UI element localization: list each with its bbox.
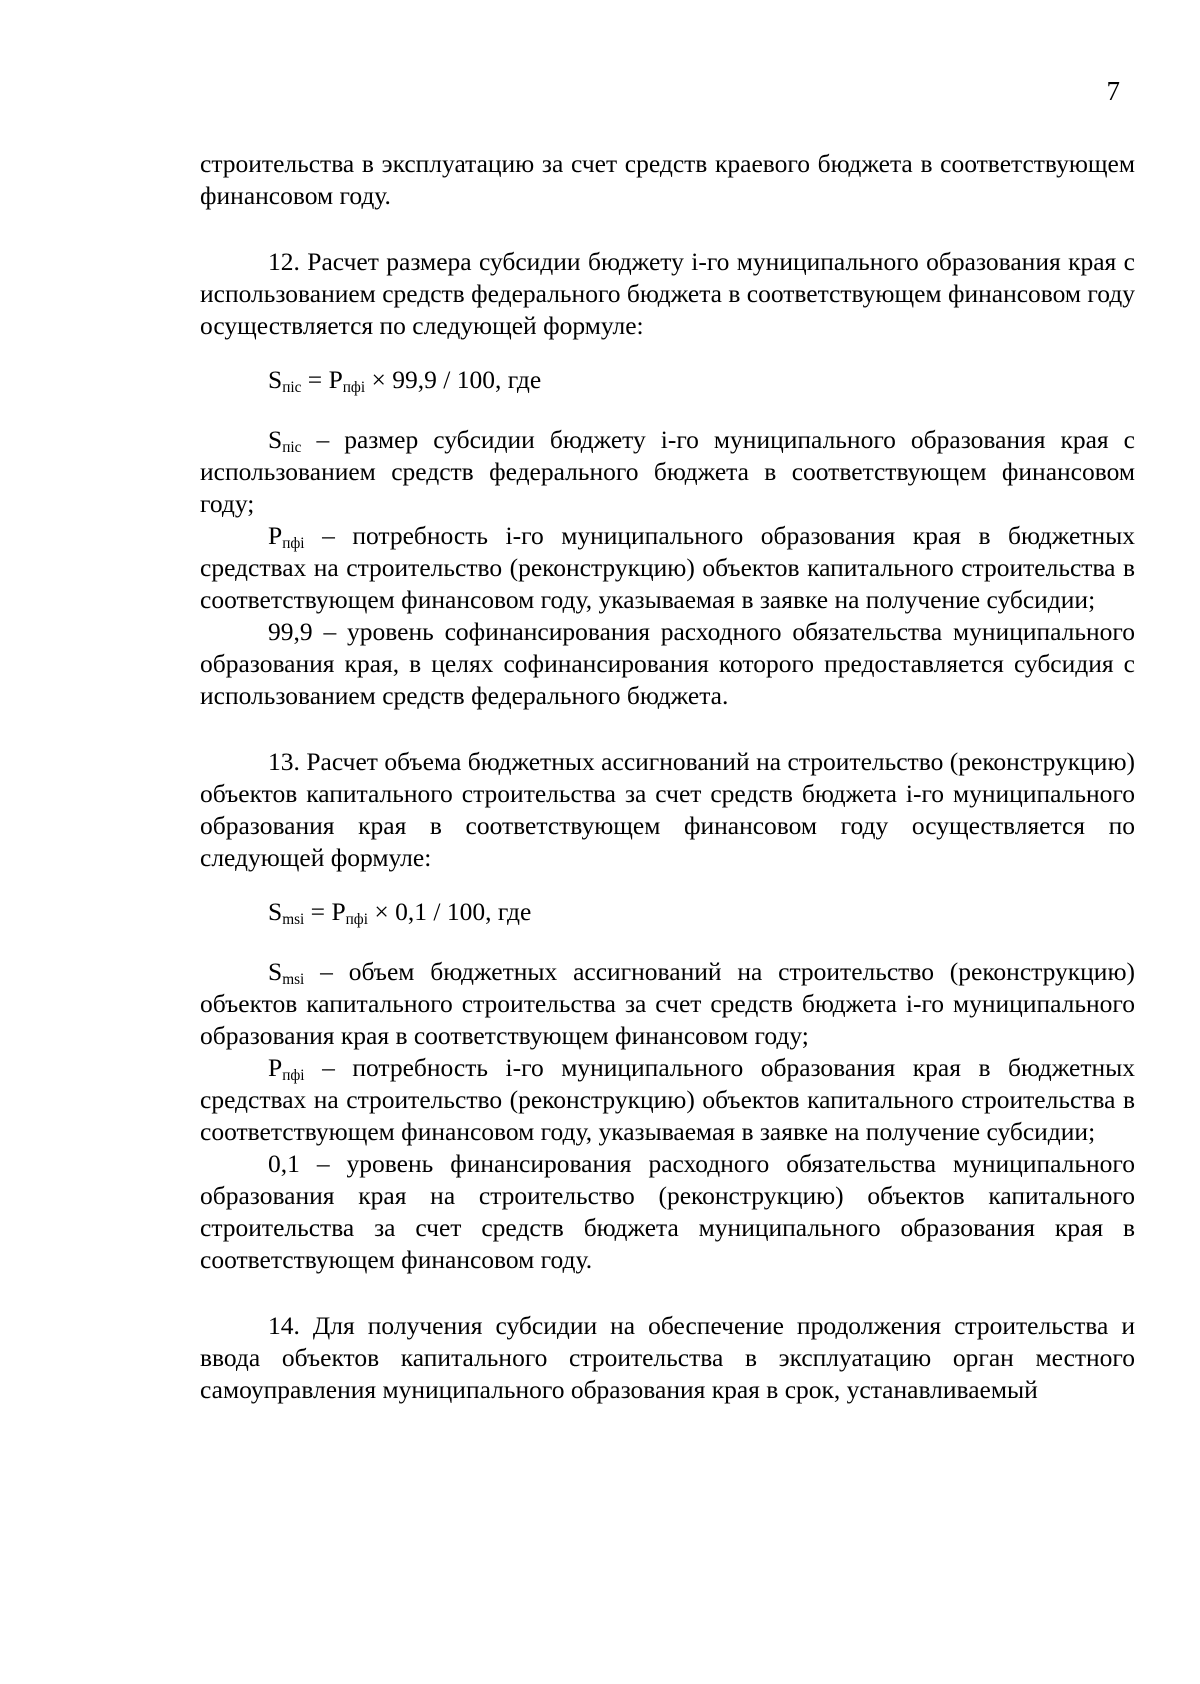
formula-rhs-subscript: пфі bbox=[345, 911, 368, 928]
formula-equals: = bbox=[304, 897, 332, 926]
paragraph-14: 14. Для получения субсидии на обеспечение продолжения строительства и ввода объектов капитального строительства в эксплуатацию орган местного самоуправления муниципального образования края в срок, устанавливаемый bbox=[200, 1311, 1135, 1404]
definition-subscript: пфі bbox=[282, 535, 305, 552]
definition-cofinancing-level: 99,9 – уровень софинансирования расходного обязательства муниципального образования края, в целях софинансирования которого предоставляется субсидия с использованием средств федерального бюджета. bbox=[200, 617, 1135, 710]
definition-symbol: S bbox=[268, 957, 283, 986]
definition-s-pis bbox=[200, 424, 1135, 520]
paragraph-13: 13. Расчет объема бюджетных ассигнований на строительство (реконструкцию) объектов капитального строительства за счет средств бюджета i-го муниципального образования края в соответствующем финансовом году осуществляется по следующей формуле: bbox=[200, 747, 1135, 872]
formula-rhs-symbol: P bbox=[328, 365, 343, 394]
formula-rhs-symbol: P bbox=[331, 897, 346, 926]
definition-p-pfi bbox=[200, 520, 1135, 616]
page-number: 7 bbox=[1106, 76, 1120, 106]
formula-lhs-symbol: S bbox=[268, 897, 283, 926]
formula-budget-allocation bbox=[200, 896, 1135, 928]
definition-symbol: S bbox=[268, 425, 283, 454]
formula-lhs-subscript: піс bbox=[282, 379, 302, 396]
definition-p-pfi-2 bbox=[200, 1052, 1135, 1148]
definition-subscript: піс bbox=[282, 439, 302, 456]
formula-equals: = bbox=[301, 365, 329, 394]
paragraph-intro-continuation: строительства в эксплуатацию за счет средств краевого бюджета в соответствующем финансовом году. bbox=[200, 149, 1135, 210]
formula-lhs-symbol: S bbox=[268, 365, 283, 394]
formula-tail: × 99,9 / 100, где bbox=[365, 365, 542, 394]
definition-subscript: msi bbox=[282, 971, 305, 988]
paragraph-12: 12. Расчет размера субсидии бюджету i-го муниципального образования края с использованием средств федерального бюджета в соответствующем финансовом году осуществляется по следующей формуле: bbox=[200, 247, 1135, 340]
definition-text: – потребность i-го муниципального образования края в бюджетных средствах на строительство (реконструкцию) объектов капитального строительства в соответствующем финансовом году, указываемая в заявке на получение субсидии; bbox=[200, 1053, 1135, 1146]
definition-text: – потребность i-го муниципального образования края в бюджетных средствах на строительство (реконструкцию) объектов капитального строительства в соответствующем финансовом году, указываемая в заявке на получение субсидии; bbox=[200, 521, 1135, 614]
formula-rhs-subscript: пфі bbox=[342, 379, 366, 396]
formula-tail: × 0,1 / 100, где bbox=[367, 897, 532, 926]
formula-subsidy bbox=[200, 364, 1135, 396]
document-body bbox=[200, 148, 1135, 1406]
definition-subscript: пфі bbox=[282, 1067, 305, 1084]
definition-text: – объем бюджетных ассигнований на строительство (реконструкцию) объектов капитального строительства за счет средств бюджета i-го муниципального образования края в соответствующем финансовом году; bbox=[200, 957, 1135, 1050]
definition-symbol: P bbox=[268, 1053, 283, 1082]
formula-lhs-subscript: msi bbox=[282, 911, 305, 928]
definition-s-msi bbox=[200, 956, 1135, 1052]
definition-text: – размер субсидии бюджету i-го муниципального образования края с использованием средств федерального бюджета в соответствующем финансовом году; bbox=[200, 425, 1135, 518]
definition-symbol: P bbox=[268, 521, 283, 550]
definition-financing-level: 0,1 – уровень финансирования расходного обязательства муниципального образования края на строительство (реконструкцию) объектов капитального строительства за счет средств бюджета муниципального образования края в соответствующем финансовом году. bbox=[200, 1149, 1135, 1274]
